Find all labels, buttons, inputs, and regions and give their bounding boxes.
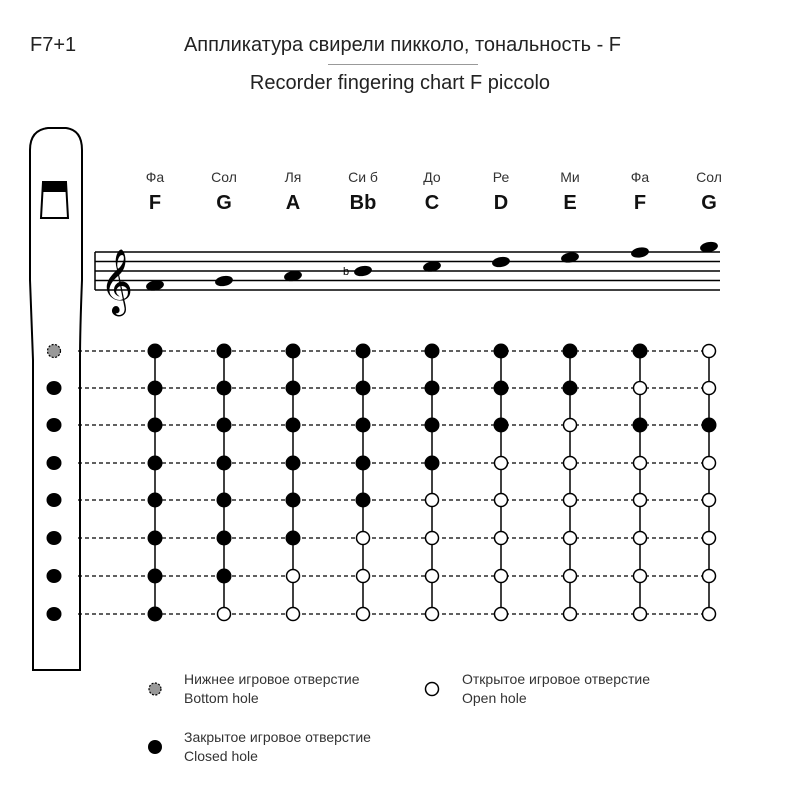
- legend-closed-hole: [184, 728, 371, 766]
- note-label-ru: Ре: [492, 169, 510, 185]
- closed-hole: [356, 344, 371, 359]
- closed-hole: [633, 344, 648, 359]
- note-head: [353, 265, 372, 278]
- closed-hole: [148, 456, 163, 471]
- closed-hole: [217, 531, 232, 546]
- legend-open-hole: [462, 670, 650, 708]
- recorder-finger-hole: [47, 493, 62, 507]
- legend-open-ru: Открытое игровое отверстие: [462, 671, 650, 687]
- open-hole: [564, 419, 577, 432]
- open-hole: [703, 570, 716, 583]
- open-hole: [634, 608, 647, 621]
- recorder-finger-hole: [47, 418, 62, 432]
- closed-hole: [148, 344, 163, 359]
- closed-hole: [356, 381, 371, 396]
- open-hole: [634, 457, 647, 470]
- open-hole: [426, 494, 439, 507]
- legend-closed-en: Closed hole: [184, 748, 258, 764]
- recorder-finger-hole: [47, 531, 62, 545]
- chart-code: F7+1: [30, 34, 77, 56]
- closed-hole: [702, 418, 717, 433]
- closed-hole: [425, 381, 440, 396]
- open-hole: [634, 532, 647, 545]
- closed-hole: [286, 344, 301, 359]
- closed-hole: [494, 381, 509, 396]
- closed-hole: [148, 381, 163, 396]
- recorder-finger-hole: [47, 381, 62, 395]
- closed-hole: [217, 381, 232, 396]
- open-hole: [495, 608, 508, 621]
- closed-hole: [286, 493, 301, 508]
- recorder-illustration: [30, 128, 82, 670]
- closed-hole: [286, 381, 301, 396]
- closed-hole: [148, 607, 163, 622]
- closed-hole: [148, 493, 163, 508]
- closed-hole: [286, 456, 301, 471]
- closed-hole: [148, 531, 163, 546]
- open-hole: [564, 532, 577, 545]
- open-hole-icon: [426, 683, 439, 696]
- note-label-en: G: [216, 192, 232, 214]
- open-hole: [426, 532, 439, 545]
- open-hole: [426, 608, 439, 621]
- open-hole: [218, 608, 231, 621]
- recorder-finger-hole: [47, 569, 62, 583]
- open-hole: [703, 457, 716, 470]
- legend-bottom-hole: [184, 670, 360, 708]
- note-label-en: E: [563, 192, 577, 214]
- open-hole: [703, 345, 716, 358]
- closed-hole: [356, 456, 371, 471]
- title-english: Recorder fingering chart F piccolo: [249, 72, 551, 94]
- note-label-ru: Ля: [284, 169, 302, 185]
- treble-clef-icon: 𝄞: [100, 249, 134, 314]
- note-label-en: F: [148, 192, 162, 214]
- music-staff: [95, 241, 720, 316]
- open-hole: [634, 570, 647, 583]
- flat-sign: b: [343, 266, 350, 278]
- recorder-finger-hole: [47, 456, 62, 470]
- recorder-bottom-hole: [48, 345, 61, 358]
- note-head: [214, 275, 233, 288]
- open-hole: [357, 532, 370, 545]
- note-label-ru: Ми: [560, 169, 580, 185]
- closed-hole: [148, 418, 163, 433]
- open-hole: [564, 570, 577, 583]
- open-hole: [495, 570, 508, 583]
- fingering-grid: [78, 344, 717, 622]
- open-hole: [495, 532, 508, 545]
- open-hole: [703, 608, 716, 621]
- closed-hole: [633, 418, 648, 433]
- open-hole: [357, 608, 370, 621]
- note-label-en: A: [285, 192, 301, 214]
- legend-closed-ru: Закрытое игровое отверстие: [184, 729, 371, 745]
- open-hole: [495, 457, 508, 470]
- legend-open-en: Open hole: [462, 690, 527, 706]
- closed-hole: [217, 418, 232, 433]
- open-hole: [564, 608, 577, 621]
- closed-hole: [563, 344, 578, 359]
- note-label-en: F: [633, 192, 647, 214]
- open-hole: [495, 494, 508, 507]
- note-label-ru: До: [423, 169, 441, 185]
- note-head: [491, 256, 510, 269]
- closed-hole: [356, 493, 371, 508]
- note-label-ru: Сол: [211, 169, 237, 185]
- legend-bottom-en: Bottom hole: [184, 690, 259, 706]
- note-head: [630, 246, 649, 259]
- closed-hole: [286, 418, 301, 433]
- closed-hole: [286, 531, 301, 546]
- closed-hole: [494, 344, 509, 359]
- closed-hole: [217, 493, 232, 508]
- note-label-en: D: [493, 192, 509, 214]
- open-hole: [634, 382, 647, 395]
- closed-hole: [356, 418, 371, 433]
- note-label-en: G: [701, 192, 717, 214]
- recorder-finger-hole: [47, 607, 62, 621]
- closed-hole: [494, 418, 509, 433]
- closed-hole-icon: [148, 740, 162, 754]
- title-russian: Аппликатура свирели пикколо, тональность - F: [183, 34, 622, 56]
- legend-bottom-ru: Нижнее игровое отверстие: [184, 671, 360, 687]
- note-label-ru: Сол: [696, 169, 722, 185]
- note-label-ru: Фа: [145, 169, 165, 185]
- note-label-en: C: [424, 192, 440, 214]
- open-hole: [564, 494, 577, 507]
- note-label-en: Bb: [349, 192, 377, 214]
- closed-hole: [425, 456, 440, 471]
- open-hole: [287, 608, 300, 621]
- closed-hole: [148, 569, 163, 584]
- open-hole: [426, 570, 439, 583]
- open-hole: [287, 570, 300, 583]
- closed-hole: [425, 344, 440, 359]
- closed-hole: [563, 381, 578, 396]
- open-hole: [703, 382, 716, 395]
- open-hole: [357, 570, 370, 583]
- closed-hole: [217, 569, 232, 584]
- note-label-ru: Си б: [348, 169, 378, 185]
- open-hole: [634, 494, 647, 507]
- closed-hole: [425, 418, 440, 433]
- bottom-hole-icon: [149, 683, 161, 695]
- open-hole: [703, 532, 716, 545]
- open-hole: [703, 494, 716, 507]
- note-label-ru: Фа: [630, 169, 650, 185]
- open-hole: [564, 457, 577, 470]
- closed-hole: [217, 344, 232, 359]
- closed-hole: [217, 456, 232, 471]
